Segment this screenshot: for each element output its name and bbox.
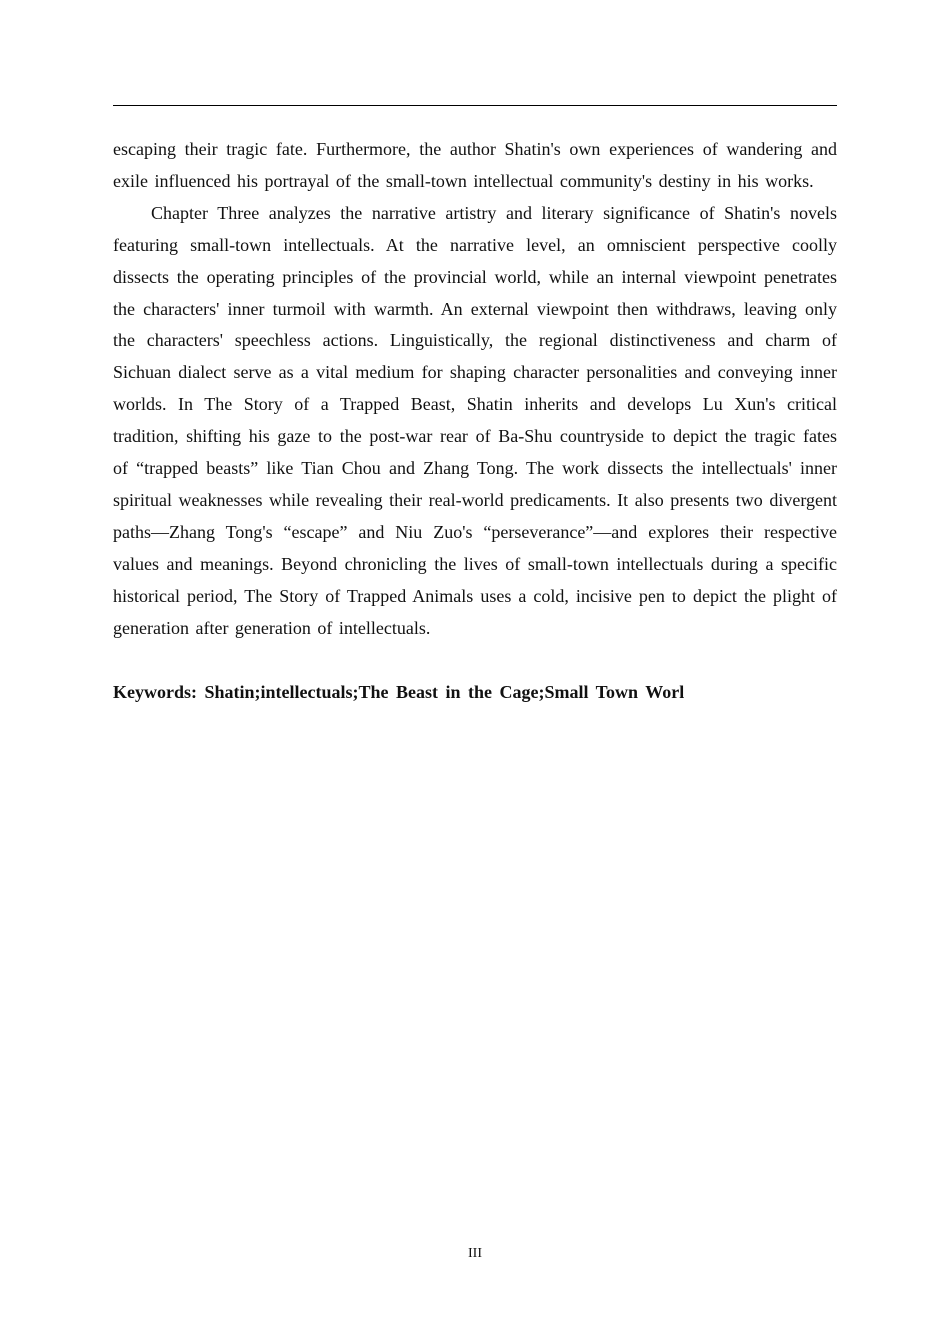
abstract-body bbox=[113, 134, 837, 708]
paragraph-chapter-three: Chapter Three analyzes the narrative artistry and literary significance of Shatin's novels featuring small-town intellectuals. At the narrative level, an omniscient perspective coolly dissects the operating principles of the provincial world, while an internal viewpoint penetrates the characters' inner turmoil with warmth. An external viewpoint then withdraws, leaving only the characters' speechless actions. Linguistically, the regional distinctiveness and charm of Sichuan dialect serve as a vital medium for shaping character personalities and conveying inner worlds. In The Story of a Trapped Beast, Shatin inherits and develops Lu Xun's critical tradition, shifting his gaze to the post-war rear of Ba-Shu countryside to depict the tragic fates of “trapped beasts” like Tian Chou and Zhang Tong. The work dissects the intellectuals' inner spiritual weaknesses while revealing their real-world predicaments. It also presents two divergent paths—Zhang Tong's “escape” and Niu Zuo's “perseverance”—and explores their respective values and meanings. Beyond chronicling the lives of small-town intellectuals during a specific historical period, The Story of Trapped Animals uses a cold, incisive pen to depict the plight of generation after generation of intellectuals. bbox=[113, 202, 837, 638]
paragraph-continuation: escaping their tragic fate. Furthermore, the author Shatin's own experiences of wandering and exile influenced his portrayal of the small-town intellectual community's destiny in his works. bbox=[113, 139, 837, 191]
page-number: III bbox=[468, 1246, 482, 1261]
keywords-line: Keywords: Shatin;intellectuals;The Beast in the Cage;Small Town Worl bbox=[113, 681, 685, 702]
header-rule bbox=[113, 105, 837, 106]
